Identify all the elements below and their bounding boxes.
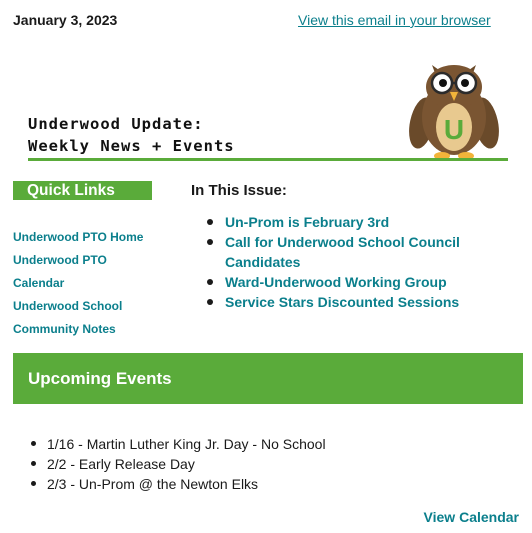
newsletter-title [28, 113, 235, 157]
upcoming-events-heading: Upcoming Events [28, 369, 172, 388]
quick-link-pto[interactable]: Underwood PTO [13, 253, 107, 267]
issue-item-service-stars[interactable] [207, 292, 460, 312]
issue-item-label-cont: Candidates [225, 254, 301, 270]
newsletter-title-line2: Weekly News + Events [28, 137, 235, 155]
quick-link-community-notes[interactable]: Community Notes [13, 322, 116, 336]
quick-link-pto-home[interactable]: Underwood PTO Home [13, 230, 144, 244]
event-item: 1/16 - Martin Luther King Jr. Day - No School [31, 434, 326, 454]
quick-link-calendar[interactable]: Calendar [13, 276, 65, 290]
quick-links-list [13, 226, 143, 341]
issue-item-label: Un-Prom is February 3rd [225, 214, 390, 230]
issue-item-unprom[interactable] [207, 212, 460, 232]
owl-mascot-letter: U [443, 114, 465, 145]
quick-links-banner [13, 181, 152, 200]
in-this-issue-heading: In This Issue: [191, 182, 287, 199]
view-calendar-link[interactable]: View Calendar [423, 509, 519, 525]
newsletter-title-line1: Underwood Update: [28, 115, 204, 133]
quick-links-heading: Quick Links [27, 182, 115, 199]
masthead-divider [28, 158, 508, 161]
quick-link-underwood-school[interactable]: Underwood School [13, 299, 123, 313]
upcoming-events-list [31, 434, 326, 494]
event-item: 2/3 - Un-Prom @ the Newton Elks [31, 474, 326, 494]
in-this-issue-list [207, 212, 460, 312]
issue-item-working-group[interactable] [207, 272, 460, 292]
issue-item-label: Service Stars Discounted Sessions [225, 294, 460, 310]
issue-item-school-council[interactable] [207, 232, 460, 272]
event-item: 2/2 - Early Release Day [31, 454, 326, 474]
view-in-browser-link[interactable]: View this email in your browser [298, 12, 491, 28]
issue-item-label: Ward-Underwood Working Group [225, 274, 447, 290]
issue-item-label: Call for Underwood School Council [225, 234, 460, 250]
owl-mascot-icon [404, 55, 504, 163]
upcoming-events-banner [13, 353, 523, 404]
newsletter-date: January 3, 2023 [13, 12, 118, 28]
